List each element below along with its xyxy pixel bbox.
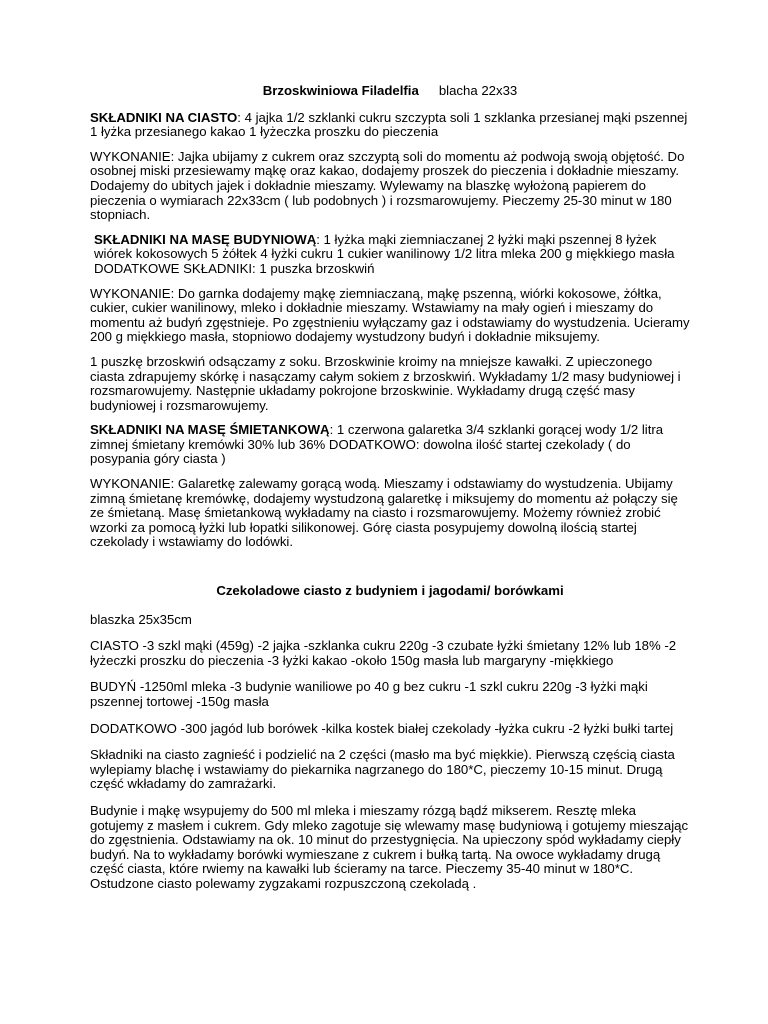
pudding-ingredients-label: SKŁADNIKI NA MASĘ BUDYNIOWĄ bbox=[94, 231, 317, 247]
recipe1-method-cream: WYKONANIE: Galaretkę zalewamy gorącą wodą. Mieszamy i odstawiamy do wystudzenia. Ubijamy zimną śmietanę kremówkę, dodajemy wystudzoną galaretkę i miksujemy do momentu aż połączy się ze śmietaną. Masę śmietankową wykładamy na ciasto i rozsmarowujemy. Możemy również zrobić wzorki za pomocą łyżki lub łopatki silikonowej. Górę ciasta posypujemy dowolną ilością startej czekolady i wstawiamy do lodówki. bbox=[90, 476, 678, 550]
recipe2-extras: DODATKOWO -300 jagód lub borówek -kilka kostek białej czekolady -łyżka cukru -2 łyżki bułki tartej bbox=[90, 720, 674, 736]
recipe1-method-dough: WYKONANIE: Jajka ubijamy z cukrem oraz szczyptą soli do momentu aż podwoją swoją objętość. Do osobnej miski przesiewamy mąkę oraz kakao, dodajemy proszek do pieczenia i dokładnie mieszamy. Dodajemy do ubitych jajek i dokładnie mieszamy. Wylewamy na blaszkę wyłożoną papierem do pieczenia o wymiarach 22x33cm ( lub podobnych ) i rozsmarowujemy. Pieczemy 25-30 minut w 180 stopniach. bbox=[90, 148, 685, 223]
recipe2-pan-size: blaszka 25x35cm bbox=[90, 611, 192, 627]
recipe2-section bbox=[90, 584, 690, 892]
recipe1-dough-ingredients bbox=[90, 111, 690, 140]
recipe2-pudding: BUDYŃ -1250ml mleka -3 budynie waniliowe po 40 g bez cukru -1 szkl cukru 220g -3 łyżki mąki pszennej tortowej -150g masła bbox=[90, 679, 648, 709]
cream-ingredients-label: SKŁADNIKI NA MASĘ ŚMIETANKOWĄ bbox=[90, 422, 330, 438]
cream-ingredients-text: : 1 czerwona galaretka 3/4 szklanki gorącej wody 1/2 litra zimnej śmietany kremówki 30% lub 36% DODATKOWO: dowolna ilość startej czekolady ( do posypania góry ciasta ) bbox=[90, 422, 664, 467]
recipe1-assembly: 1 puszkę brzoskwiń odsączamy z soku. Brzoskwinie kroimy na mniejsze kawałki. Z upieczonego ciasta zdrapujemy skórkę i nasączamy całym sokiem z brzoskwiń. Wykładamy 1/2 masy budyniowej i rozsmarowujemy. Następnie układamy pokrojone brzoskwinie. Wykładamy drugą część masy budyniowej i rozsmarowujemy. bbox=[90, 353, 681, 413]
recipe2-step2: Budynie i mąkę wsypujemy do 500 ml mleka i mieszamy rózgą bądź mikserem. Resztę mleka gotujemy z masłem i cukrem. Gdy mleko zagotuje się wlewamy masę budyniową i gotujemy mieszając do zgęstnienia. Odstawiamy na ok. 10 minut do przestygnięcia. Na upieczony spód wykładamy ciepły budyń. Na to wykładamy borówki wymieszane z cukrem i bułką tartą. Na owoce wykładamy drugą część ciasta, które rwiemy na kawałki lub ścieramy na tarce. Pieczemy 35-40 minut w 180*C. Ostudzone ciasto polewamy zygzakami rozpuszczoną czekoladą . bbox=[90, 802, 689, 891]
recipe2-title: Czekoladowe ciasto z budyniem i jagodami/ borówkami bbox=[216, 583, 564, 599]
recipe1-pudding-ingredients bbox=[90, 233, 690, 277]
recipe2-step1: Składniki na ciasto zagnieść i podzielić na 2 części (masło ma być miękkie). Pierwszą częścią ciasta wylepiamy blachę i wstawiamy do piekarnika nagrzanego do 180*C, pieczemy 10-15 minut. Drugą część wkładamy do zamrażarki. bbox=[90, 747, 675, 792]
document-page bbox=[90, 84, 690, 904]
recipe1-header bbox=[90, 84, 690, 99]
recipe2-dough: CIASTO -3 szkl mąki (459g) -2 jajka -szklanka cukru 220g -3 czubate łyżki śmietany 12% lub 18% -2 łyżeczki proszku do pieczenia -3 łyżki kakao -około 150g masła lub margaryny -miękkiego bbox=[90, 638, 677, 668]
pudding-ingredients-text: : 1 łyżka mąki ziemniaczanej 2 łyżki mąki pszennej 8 łyżek wiórek kokosowych 5 żółtek 4 łyżki cukru 1 cukier wanilinowy 1/2 litra mleka 200 g miękkiego masła DODATKOWE SKŁADNIKI: 1 puszka brzoskwiń bbox=[94, 231, 675, 276]
dough-ingredients-label: SKŁADNIKI NA CIASTO bbox=[90, 109, 238, 125]
recipe1-pan-size: blacha 22x33 bbox=[438, 83, 518, 98]
recipe1-method-pudding: WYKONANIE: Do garnka dodajemy mąkę ziemniaczaną, mąkę pszenną, wiórki kokosowe, żółtka, cukier, cukier wanilinowy, mleko i dokładnie mieszamy. Wstawiamy na mały ogień i mieszamy do momentu aż budyń zgęstnieje. Po zgęstnieniu wyłączamy gaz i odstawiamy do wystudzenia. Ucieramy 200 g miękkiego masła, stopniowo dodajemy wystudzony budyń i dokładnie miksujemy. bbox=[90, 285, 690, 345]
recipe1-title: Brzoskwiniowa Filadelfia bbox=[262, 83, 419, 98]
dough-ingredients-text: : 4 jajka 1/2 szklanki cukru szczypta soli 1 szklanka przesianej mąki pszennej 1 łyżka przesianego kakao 1 łyżeczka proszku do pieczenia bbox=[90, 109, 688, 140]
recipe1-cream-ingredients bbox=[90, 423, 690, 467]
